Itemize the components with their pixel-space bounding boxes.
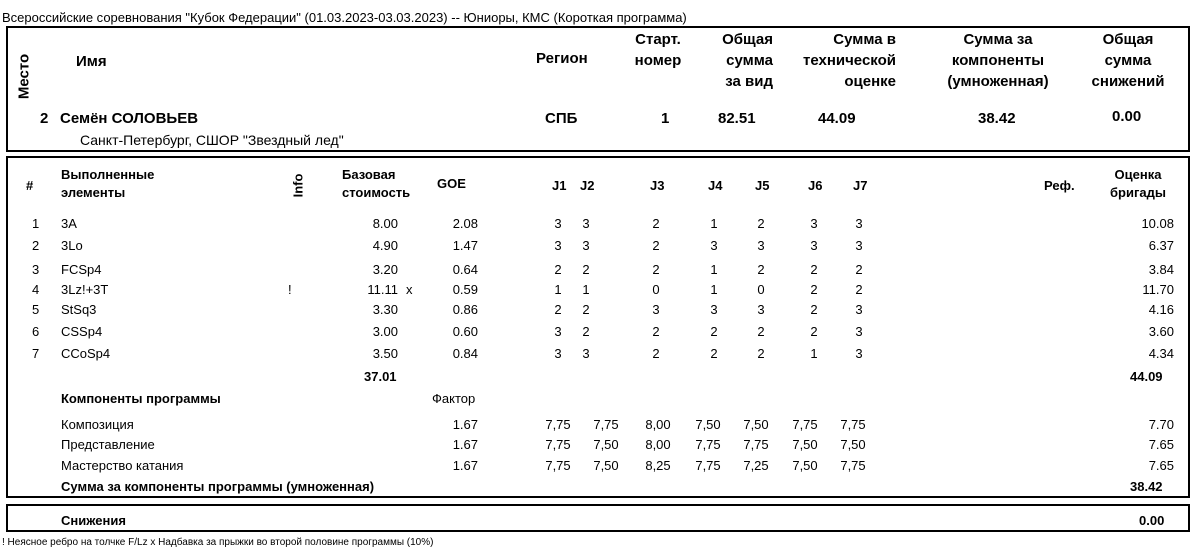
judge-goe: 2 <box>652 216 660 231</box>
element-panel-score: 4.34 <box>1148 346 1174 361</box>
element-panel-score: 11.70 <box>1142 282 1174 297</box>
judge-mark: 7,75 <box>593 417 619 432</box>
header-tes: Сумма в технической оценке <box>802 31 896 90</box>
component-factor: 1.67 <box>452 437 478 452</box>
element-panel-score: 3.60 <box>1148 324 1174 339</box>
header-place: Место <box>15 53 33 100</box>
judge-goe: 2 <box>757 216 765 231</box>
judge-goe: 3 <box>554 216 562 231</box>
judge-goe: 1 <box>582 282 590 297</box>
col-panel-score: Оценка бригады <box>1110 167 1166 200</box>
element-goe: 1.47 <box>452 238 478 253</box>
judge-header-5: J5 <box>755 178 770 193</box>
judge-goe: 1 <box>710 282 718 297</box>
judge-header-3: J3 <box>650 178 665 193</box>
elements-score-total: 44.09 <box>1130 369 1163 384</box>
judge-header-2: J2 <box>580 178 595 193</box>
judge-goe: 3 <box>855 216 863 231</box>
judge-goe: 2 <box>554 302 562 317</box>
element-panel-score: 4.16 <box>1148 302 1174 317</box>
judge-mark: 8,25 <box>645 458 671 473</box>
header-name: Имя <box>76 53 107 70</box>
element-number: 6 <box>32 324 40 339</box>
judge-header-6: J6 <box>808 178 823 193</box>
judge-goe: 1 <box>710 216 718 231</box>
judge-mark: 7,50 <box>792 437 818 452</box>
element-base-value: 3.50 <box>372 346 398 361</box>
judge-goe: 3 <box>810 238 818 253</box>
competition-title: Всероссийские соревнования "Кубок Федерации" (01.03.2023-03.03.2023) -- Юниоры, КМС (Короткая программа) <box>2 10 687 25</box>
judge-goe: 3 <box>710 238 718 253</box>
judge-goe: 2 <box>582 324 590 339</box>
deductions-label: Снижения <box>61 513 126 528</box>
skater-deductions: 0.00 <box>1112 108 1142 125</box>
judge-goe: 2 <box>652 262 660 277</box>
deductions-box <box>6 504 1190 532</box>
element-name: 3Lo <box>61 238 83 253</box>
element-number: 2 <box>32 238 40 253</box>
judge-mark: 7,75 <box>545 417 571 432</box>
judge-goe: 2 <box>757 346 765 361</box>
judge-header-4: J4 <box>708 178 723 193</box>
element-goe: 0.64 <box>452 262 478 277</box>
element-base-value: 11.11 <box>367 282 398 297</box>
judge-goe: 3 <box>582 346 590 361</box>
judge-goe: 3 <box>582 238 590 253</box>
component-factor: 1.67 <box>452 458 478 473</box>
judge-mark: 7,50 <box>593 458 619 473</box>
components-total-score: 38.42 <box>1130 479 1163 494</box>
skater-tes: 44.09 <box>818 110 856 127</box>
judge-mark: 7,50 <box>840 437 866 452</box>
judge-goe: 3 <box>810 216 818 231</box>
elements-base-total: 37.01 <box>364 369 397 384</box>
judge-mark: 7,75 <box>792 417 818 432</box>
element-name: FCSp4 <box>61 262 102 277</box>
judge-goe: 2 <box>810 262 818 277</box>
judge-goe: 2 <box>652 324 660 339</box>
element-base-value: 4.90 <box>372 238 398 253</box>
component-score: 7.70 <box>1148 417 1174 432</box>
skater-pcs: 38.42 <box>978 110 1016 127</box>
judge-goe: 2 <box>582 302 590 317</box>
element-name: 3Lz!+3T <box>61 282 109 297</box>
judge-goe: 2 <box>757 262 765 277</box>
element-goe: 2.08 <box>452 216 478 231</box>
col-ref: Реф. <box>1044 178 1075 193</box>
component-factor: 1.67 <box>452 417 478 432</box>
element-goe: 0.59 <box>452 282 478 297</box>
judge-mark: 7,75 <box>545 458 571 473</box>
judge-mark: 7,75 <box>695 458 721 473</box>
element-base-value: 3.20 <box>372 262 398 277</box>
element-number: 3 <box>32 262 40 277</box>
element-goe: 0.86 <box>452 302 478 317</box>
element-number: 1 <box>32 216 40 231</box>
judge-mark: 7,50 <box>792 458 818 473</box>
judge-mark: 7,75 <box>743 437 769 452</box>
judge-goe: 3 <box>855 324 863 339</box>
element-number: 4 <box>32 282 40 297</box>
judge-goe: 1 <box>710 262 718 277</box>
judge-goe: 2 <box>855 282 863 297</box>
footnote: ! Неясное ребро на толчке F/Lz x Надбавка за прыжки во второй половине программы (10%) <box>2 537 434 548</box>
component-name: Композиция <box>61 417 134 432</box>
components-title: Компоненты программы <box>61 391 221 406</box>
element-base-value: 3.00 <box>372 324 398 339</box>
judge-goe: 2 <box>710 324 718 339</box>
judge-goe: 1 <box>554 282 562 297</box>
judge-mark: 7,50 <box>695 417 721 432</box>
judge-goe: 3 <box>710 302 718 317</box>
judge-goe: 2 <box>652 238 660 253</box>
judge-mark: 8,00 <box>645 437 671 452</box>
judge-goe: 0 <box>652 282 660 297</box>
element-panel-score: 10.08 <box>1141 216 1174 231</box>
judge-mark: 8,00 <box>645 417 671 432</box>
header-region: Регион <box>536 50 588 67</box>
judge-goe: 3 <box>855 346 863 361</box>
skater-region: СПБ <box>545 110 578 127</box>
judge-mark: 7,25 <box>743 458 769 473</box>
judge-goe: 3 <box>554 324 562 339</box>
element-panel-score: 3.84 <box>1148 262 1174 277</box>
judge-mark: 7,50 <box>593 437 619 452</box>
judge-goe: 3 <box>757 238 765 253</box>
header-deductions: Общая сумма снижений <box>1091 31 1165 90</box>
header-total-score: Общая сумма за вид <box>722 31 773 90</box>
judge-goe: 2 <box>810 302 818 317</box>
judge-goe: 2 <box>855 262 863 277</box>
judge-goe: 3 <box>855 238 863 253</box>
component-name: Мастерство катания <box>61 458 184 473</box>
element-panel-score: 6.37 <box>1148 238 1174 253</box>
component-score: 7.65 <box>1148 437 1174 452</box>
judge-goe: 2 <box>710 346 718 361</box>
col-goe: GOE <box>437 176 466 191</box>
element-bonus-mark: x <box>406 282 413 297</box>
skater-name: Семён СОЛОВЬЕВ <box>60 110 199 127</box>
judge-goe: 3 <box>757 302 765 317</box>
deductions-value: 0.00 <box>1139 513 1165 528</box>
element-name: StSq3 <box>61 302 97 317</box>
judge-mark: 7,50 <box>743 417 769 432</box>
judge-goe: 3 <box>652 302 660 317</box>
element-info: ! <box>288 282 292 297</box>
element-name: 3A <box>61 216 77 231</box>
component-score: 7.65 <box>1148 458 1174 473</box>
judge-header-1: J1 <box>552 178 567 193</box>
judge-mark: 7,75 <box>840 458 866 473</box>
judge-goe: 2 <box>554 262 562 277</box>
judge-mark: 7,75 <box>545 437 571 452</box>
element-goe: 0.60 <box>452 324 478 339</box>
element-base-value: 3.30 <box>372 302 398 317</box>
element-number: 5 <box>32 302 40 317</box>
judge-goe: 3 <box>582 216 590 231</box>
element-name: CCoSp4 <box>61 346 111 361</box>
skater-club: Санкт-Петербург, СШОР "Звездный лед" <box>80 132 344 148</box>
col-info: Info <box>290 173 306 198</box>
col-base-value: Базовая стоимость <box>342 167 411 200</box>
judge-goe: 3 <box>855 302 863 317</box>
element-base-value: 8.00 <box>372 216 398 231</box>
judge-goe: 2 <box>810 282 818 297</box>
protocol-details-box <box>6 156 1190 498</box>
element-goe: 0.84 <box>452 346 478 361</box>
skater-start-number: 1 <box>661 110 670 127</box>
col-elements: Выполненные элементы <box>61 167 155 200</box>
judge-header-7: J7 <box>853 178 868 193</box>
element-name: CSSp4 <box>61 324 103 339</box>
components-total-label: Сумма за компоненты программы (умноженная) <box>61 479 375 494</box>
col-num: # <box>26 178 34 193</box>
skater-total-score: 82.51 <box>718 110 756 127</box>
judge-goe: 2 <box>652 346 660 361</box>
header-pcs: Сумма за компоненты (умноженная) <box>947 31 1049 90</box>
component-name: Представление <box>61 437 155 452</box>
judge-mark: 7,75 <box>840 417 866 432</box>
judge-goe: 0 <box>757 282 765 297</box>
judge-goe: 2 <box>757 324 765 339</box>
header-start-number: Старт. номер <box>634 31 682 69</box>
judge-goe: 2 <box>582 262 590 277</box>
components-factor-label: Фактор <box>432 391 476 406</box>
judge-goe: 2 <box>810 324 818 339</box>
judge-goe: 3 <box>554 238 562 253</box>
judge-goe: 1 <box>810 346 818 361</box>
judge-goe: 3 <box>554 346 562 361</box>
skater-summary-box <box>6 26 1190 152</box>
judge-mark: 7,75 <box>695 437 721 452</box>
skater-place: 2 <box>40 110 49 127</box>
element-number: 7 <box>32 346 40 361</box>
